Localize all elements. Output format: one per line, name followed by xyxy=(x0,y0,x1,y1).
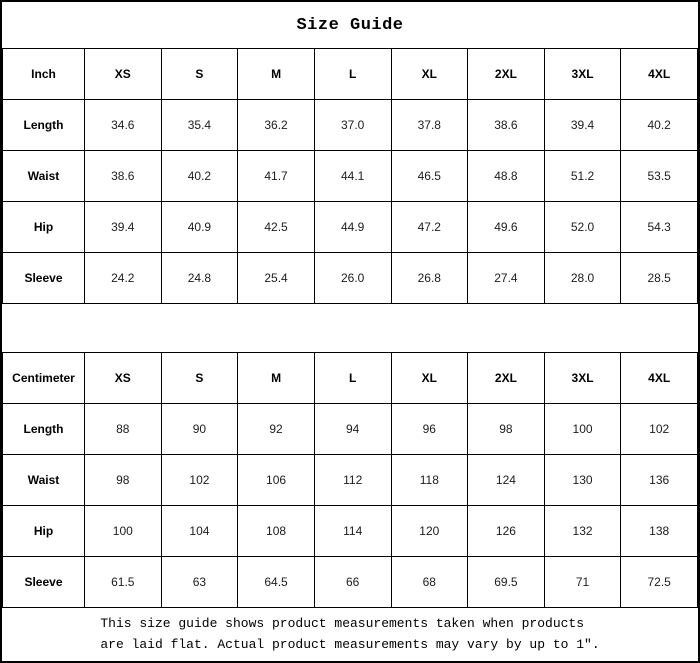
size-header-cell: 2XL xyxy=(468,49,545,100)
value-cell: 102 xyxy=(621,404,698,455)
header-row xyxy=(3,49,698,100)
size-header-cell: 3XL xyxy=(544,49,621,100)
row-label-cell: Hip xyxy=(3,202,85,253)
footnote-line-2: are laid flat. Actual product measurements may vary by up to 1″. xyxy=(100,636,600,652)
value-cell: 66 xyxy=(314,557,391,608)
table-row xyxy=(3,253,698,304)
footnote xyxy=(2,608,698,661)
row-label-cell: Length xyxy=(3,404,85,455)
value-cell: 114 xyxy=(314,506,391,557)
value-cell: 52.0 xyxy=(544,202,621,253)
value-cell: 71 xyxy=(544,557,621,608)
value-cell: 108 xyxy=(238,506,315,557)
table-row xyxy=(3,506,698,557)
value-cell: 48.8 xyxy=(468,151,545,202)
value-cell: 35.4 xyxy=(161,100,238,151)
footnote-line-1: This size guide shows product measurements taken when products xyxy=(100,616,585,632)
table-row xyxy=(3,151,698,202)
value-cell: 132 xyxy=(544,506,621,557)
value-cell: 69.5 xyxy=(468,557,545,608)
unit-header-cell: Centimeter xyxy=(3,353,85,404)
value-cell: 28.5 xyxy=(621,253,698,304)
page-title-text: Size Guide xyxy=(296,15,404,35)
row-label-cell: Hip xyxy=(3,506,85,557)
value-cell: 38.6 xyxy=(85,151,162,202)
value-cell: 41.7 xyxy=(238,151,315,202)
size-header-cell: S xyxy=(161,353,238,404)
row-label-cell: Sleeve xyxy=(3,253,85,304)
value-cell: 98 xyxy=(85,455,162,506)
row-label-cell: Length xyxy=(3,100,85,151)
size-header-cell: XL xyxy=(391,353,468,404)
value-cell: 34.6 xyxy=(85,100,162,151)
size-header-cell: XS xyxy=(85,353,162,404)
size-header-cell: S xyxy=(161,49,238,100)
size-header-cell: L xyxy=(314,353,391,404)
value-cell: 53.5 xyxy=(621,151,698,202)
value-cell: 102 xyxy=(161,455,238,506)
value-cell: 36.2 xyxy=(238,100,315,151)
value-cell: 49.6 xyxy=(468,202,545,253)
value-cell: 124 xyxy=(468,455,545,506)
size-header-cell: 3XL xyxy=(544,353,621,404)
size-header-cell: M xyxy=(238,353,315,404)
value-cell: 136 xyxy=(621,455,698,506)
row-label-cell: Waist xyxy=(3,455,85,506)
value-cell: 39.4 xyxy=(85,202,162,253)
value-cell: 90 xyxy=(161,404,238,455)
value-cell: 44.1 xyxy=(314,151,391,202)
value-cell: 106 xyxy=(238,455,315,506)
header-row xyxy=(3,353,698,404)
table-row xyxy=(3,202,698,253)
size-header-cell: 4XL xyxy=(621,49,698,100)
size-header-cell: M xyxy=(238,49,315,100)
value-cell: 130 xyxy=(544,455,621,506)
value-cell: 25.4 xyxy=(238,253,315,304)
value-cell: 68 xyxy=(391,557,468,608)
value-cell: 26.0 xyxy=(314,253,391,304)
page-title xyxy=(2,2,698,48)
value-cell: 64.5 xyxy=(238,557,315,608)
row-label-cell: Sleeve xyxy=(3,557,85,608)
value-cell: 100 xyxy=(85,506,162,557)
table-row xyxy=(3,557,698,608)
value-cell: 100 xyxy=(544,404,621,455)
value-cell: 92 xyxy=(238,404,315,455)
value-cell: 51.2 xyxy=(544,151,621,202)
value-cell: 37.8 xyxy=(391,100,468,151)
value-cell: 28.0 xyxy=(544,253,621,304)
row-label-cell: Waist xyxy=(3,151,85,202)
value-cell: 104 xyxy=(161,506,238,557)
value-cell: 118 xyxy=(391,455,468,506)
value-cell: 61.5 xyxy=(85,557,162,608)
unit-header-cell: Inch xyxy=(3,49,85,100)
value-cell: 96 xyxy=(391,404,468,455)
value-cell: 40.2 xyxy=(161,151,238,202)
value-cell: 40.2 xyxy=(621,100,698,151)
value-cell: 42.5 xyxy=(238,202,315,253)
size-header-cell: XS xyxy=(85,49,162,100)
size-table-centimeter xyxy=(2,352,698,608)
value-cell: 24.8 xyxy=(161,253,238,304)
value-cell: 40.9 xyxy=(161,202,238,253)
size-header-cell: L xyxy=(314,49,391,100)
size-header-cell: XL xyxy=(391,49,468,100)
value-cell: 72.5 xyxy=(621,557,698,608)
value-cell: 46.5 xyxy=(391,151,468,202)
size-table-inch xyxy=(2,48,698,304)
value-cell: 37.0 xyxy=(314,100,391,151)
value-cell: 27.4 xyxy=(468,253,545,304)
size-header-cell: 4XL xyxy=(621,353,698,404)
value-cell: 26.8 xyxy=(391,253,468,304)
size-header-cell: 2XL xyxy=(468,353,545,404)
value-cell: 47.2 xyxy=(391,202,468,253)
value-cell: 44.9 xyxy=(314,202,391,253)
table-row xyxy=(3,455,698,506)
value-cell: 112 xyxy=(314,455,391,506)
value-cell: 138 xyxy=(621,506,698,557)
footnote-text-block xyxy=(100,614,599,654)
table-row xyxy=(3,404,698,455)
value-cell: 126 xyxy=(468,506,545,557)
value-cell: 63 xyxy=(161,557,238,608)
value-cell: 24.2 xyxy=(85,253,162,304)
value-cell: 94 xyxy=(314,404,391,455)
value-cell: 98 xyxy=(468,404,545,455)
value-cell: 88 xyxy=(85,404,162,455)
value-cell: 120 xyxy=(391,506,468,557)
table-gap-spacer xyxy=(2,304,698,352)
value-cell: 38.6 xyxy=(468,100,545,151)
value-cell: 54.3 xyxy=(621,202,698,253)
table-row xyxy=(3,100,698,151)
value-cell: 39.4 xyxy=(544,100,621,151)
